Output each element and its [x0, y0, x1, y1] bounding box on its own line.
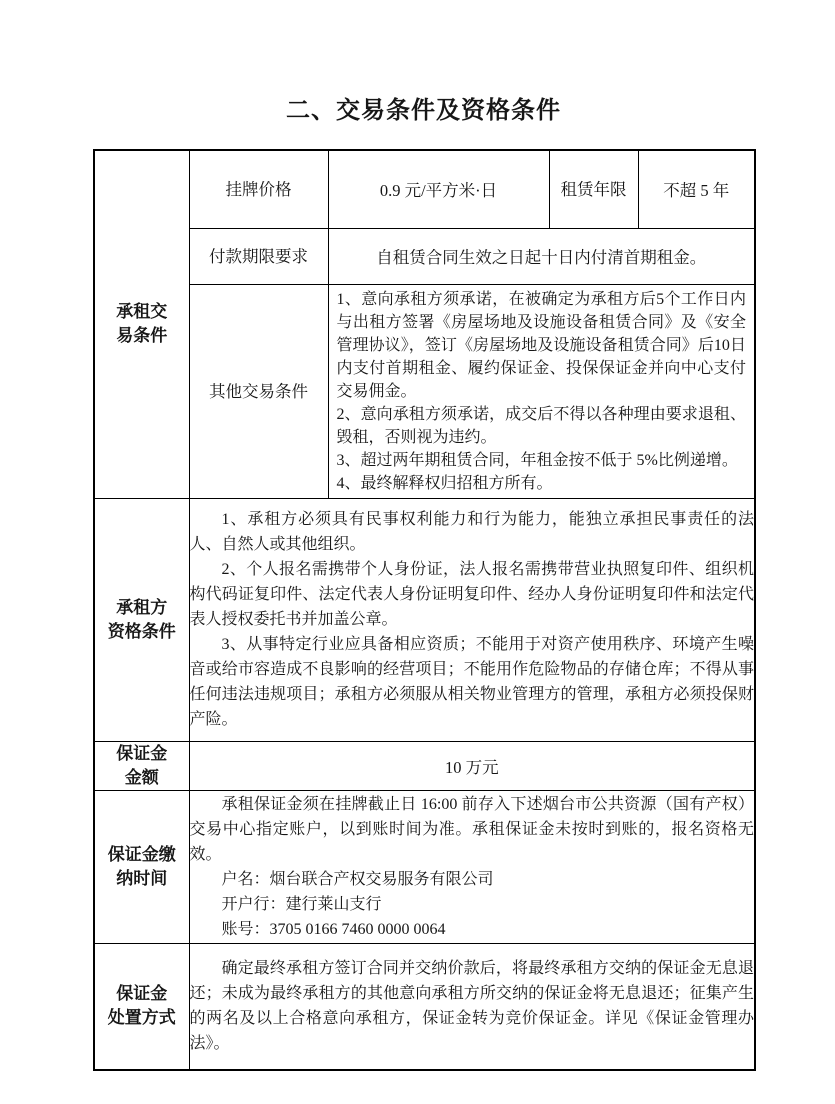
row-header-line: 资格条件 — [107, 621, 176, 641]
bank-branch-line: 开户行：建行莱山支行 — [221, 895, 382, 913]
row-header-line: 金额 — [124, 767, 159, 787]
row-header-line: 承租交 — [116, 302, 168, 322]
listing-price-label: 挂牌价格 — [189, 150, 328, 228]
table-row-payment-deadline — [94, 228, 755, 284]
table-row-other-conditions — [94, 284, 755, 498]
table-row-listing-price — [94, 150, 755, 228]
listing-price-value: 0.9 元/平方米·日 — [328, 150, 549, 228]
conditions-table — [93, 149, 756, 1071]
lease-term-label: 租赁年限 — [549, 150, 638, 228]
payment-deadline-label: 付款期限要求 — [189, 228, 328, 284]
account-number-line: 账号：3705 0166 7460 0000 0064 — [221, 920, 446, 938]
row-header-line: 保证金 — [116, 984, 168, 1004]
table-row-qualification — [94, 498, 755, 741]
other-conditions-item: 1、意向承租方须承诺，在被确定为承租方后5个工作日内与出租方签署《房屋场地及设施设备租赁合同》及《安全管理协议》，签订《房屋场地及设施设备租赁合同》后10日内支付首期租金、履约保证金、投保保证金并向中心支付交易佣金。 — [336, 290, 746, 400]
row-header-line: 易条件 — [116, 326, 168, 346]
other-conditions-item: 3、超过两年期租赁合同，年租金按不低于 5%比例递增。 — [336, 451, 738, 469]
row-header-deposit-payment-time — [94, 790, 189, 943]
deposit-disposal-content — [189, 943, 755, 1070]
payment-deadline-value: 自租赁合同生效之日起十日内付清首期租金。 — [328, 228, 755, 284]
deposit-payment-paragraph: 承租保证金须在挂牌截止日 16:00 前存入下述烟台市公共资源（国有产权）交易中心指定账户，以到账时间为准。承租保证金未按时到账的，报名资格无效。 — [189, 795, 754, 863]
deposit-payment-content — [189, 790, 755, 943]
page-title: 二、交易条件及资格条件 — [286, 98, 561, 124]
row-header-line: 承租方 — [116, 597, 168, 617]
other-conditions-item: 2、意向承租方须承诺，成交后不得以各种理由要求退租、毁租，否则视为违约。 — [336, 405, 746, 446]
table-row-deposit-amount — [94, 741, 755, 790]
table-row-deposit-disposal — [94, 943, 755, 1070]
row-header-line: 纳时间 — [116, 868, 168, 888]
row-header-deposit-disposal — [94, 943, 189, 1070]
row-header-line: 处置方式 — [107, 1008, 176, 1028]
lease-term-value: 不超 5 年 — [638, 150, 755, 228]
deposit-amount-value: 10 万元 — [189, 741, 755, 790]
qualification-item: 2、个人报名需携带个人身份证，法人报名需携带营业执照复印件、组织机构代码证复印件、法定代表人身份证明复印件、经办人身份证明复印件和法定代表人授权委托书并加盖公章。 — [189, 561, 754, 628]
other-conditions-content — [328, 284, 755, 498]
row-header-line: 保证金缴 — [107, 844, 176, 864]
table-row-deposit-payment — [94, 790, 755, 943]
qualification-item: 1、承租方必须具有民事权利能力和行为能力，能独立承担民事责任的法人、自然人或其他组织。 — [189, 511, 754, 553]
qualification-content — [189, 498, 755, 741]
row-header-line: 保证金 — [116, 743, 168, 763]
account-name-line: 户名：烟台联合产权交易服务有限公司 — [221, 870, 494, 888]
other-conditions-item: 4、最终解释权归招租方所有。 — [336, 474, 553, 492]
deposit-disposal-paragraph: 确定最终承租方签订合同并交纳价款后，将最终承租方交纳的保证金无息退还；未成为最终承租方的其他意向承租方所交纳的保证金将无息退还；征集产生的两名及以上合格意向承租方，保证金转为竞价保证金。详见《保证金管理办法》。 — [189, 960, 754, 1053]
row-header-transaction-conditions — [94, 150, 189, 498]
row-header-qualification-conditions — [94, 498, 189, 741]
row-header-deposit-amount — [94, 741, 189, 790]
qualification-item: 3、从事特定行业应具备相应资质；不能用于对资产使用秩序、环境产生噪音或给市容造成不良影响的经营项目；不能用作危险物品的存储仓库；不得从事任何违法违规项目；承租方必须服从相关物业管理方的管理，承租方必须投保财产险。 — [189, 636, 754, 728]
other-conditions-label: 其他交易条件 — [189, 284, 328, 498]
